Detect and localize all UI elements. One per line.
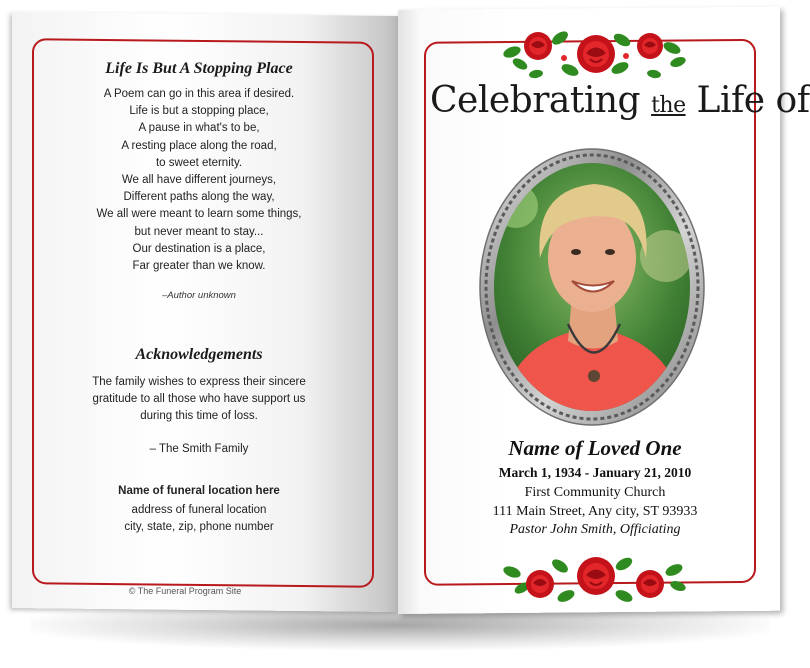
poem-title: Life Is But A Stopping Place: [105, 60, 293, 77]
location-address: [40, 502, 358, 535]
poem-line: We all were meant to learn some things,: [96, 208, 302, 221]
poem-line: Our destination is a place,: [132, 242, 266, 255]
church-name: First Community Church: [524, 485, 666, 500]
location-line: address of funeral location: [131, 504, 267, 516]
ack-line: The family wishes to express their sincere: [92, 376, 306, 388]
poem-line: but never meant to stay...: [134, 225, 264, 238]
ack-line: gratitude to all those who have support us: [92, 393, 306, 405]
poem-text: [40, 86, 358, 275]
family-signature: – The Smith Family: [149, 443, 249, 455]
acknowledgements-title: Acknowledgements: [135, 346, 263, 363]
poem-line: A Poem can go in this area if desired.: [103, 88, 295, 100]
life-dates: March 1, 1934 - January 21, 2010: [498, 465, 692, 480]
officiant: Pastor John Smith, Officiating: [509, 522, 681, 537]
celebrating-heading: [430, 80, 810, 121]
copyright-text: © The Funeral Program Site: [128, 586, 242, 596]
location-line: city, state, zip, phone number: [124, 520, 274, 533]
ack-line: during this time of loss.: [140, 410, 258, 422]
heading-part-the: the: [651, 93, 686, 118]
portrait-photo: [476, 146, 708, 428]
roses-top-icon: [500, 26, 690, 80]
acknowledgements-text: [40, 374, 358, 425]
poem-line: We all have different journeys,: [121, 174, 277, 187]
poem-line: Far greater than we know.: [132, 260, 266, 273]
poem-line: A resting place along the road,: [121, 139, 277, 152]
heading-part-life-of: Life of: [696, 80, 810, 121]
poem-author: –Author unknown: [162, 290, 236, 301]
location-name: Name of funeral location here: [118, 485, 280, 497]
poem-line: Different paths along the way,: [123, 191, 275, 204]
church-address: 111 Main Street, Any city, ST 93933: [492, 504, 698, 519]
loved-one-name: Name of Loved One: [508, 436, 682, 460]
poem-line: Life is but a stopping place,: [129, 105, 269, 118]
poem-line: to sweet eternity.: [155, 156, 243, 169]
poem-line: A pause in what's to be,: [138, 122, 260, 135]
heading-part-celebrating: Celebrating: [430, 80, 641, 121]
roses-bottom-icon: [500, 552, 690, 606]
